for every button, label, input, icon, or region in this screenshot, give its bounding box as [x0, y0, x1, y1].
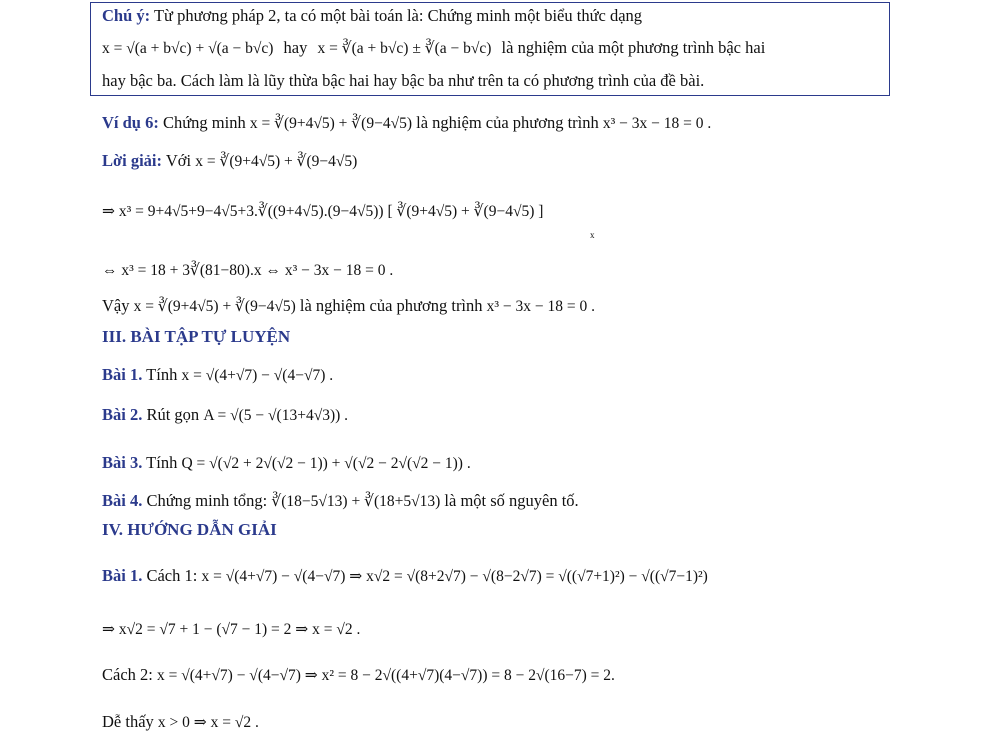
- solution-intro: [102, 150, 357, 173]
- note-text-2: là nghiệm của một phương trình bậc hai: [501, 38, 766, 57]
- solution-1-way-1-text: Cách 1:: [146, 566, 198, 585]
- solution-1-final-text: Dễ thấy: [102, 712, 154, 731]
- solution-step-2: [102, 259, 393, 282]
- solution-1-way-1: [102, 565, 708, 588]
- exercise-3: [102, 452, 471, 475]
- exercise-1: [102, 364, 333, 387]
- exercise-3-label: Bài 3.: [102, 453, 143, 472]
- solution-1-way-2: [102, 664, 615, 687]
- note-formula-sqrt: x = √(a + b√c) + √(a − b√c): [102, 40, 274, 57]
- exercise-4-label: Bài 4.: [102, 491, 143, 510]
- example-6: [102, 112, 711, 135]
- solution-1-final-math: x > 0 ⇒ x = √2 .: [157, 714, 259, 731]
- note-line-3: [102, 70, 704, 92]
- note-label: Chú ý:: [102, 6, 151, 25]
- example-6-math-b: x³ − 3x − 18 = 0 .: [602, 115, 712, 132]
- example-6-text-b: là nghiệm của phương trình: [416, 113, 599, 132]
- exercise-4: [102, 490, 579, 513]
- example-6-text-a: Chứng minh: [162, 113, 246, 132]
- solution-1-final: [102, 711, 259, 734]
- solution-math: x = ∛(9+4√5) + ∛(9−4√5): [195, 153, 358, 170]
- step-2-math: ⇔ x³ = 18 + 3∛(81−80).x ⇔ x³ − 3x − 18 = 0 .: [102, 262, 394, 279]
- exercise-4-text-b: là một số nguyên tố.: [444, 491, 579, 510]
- conclusion-text-b: là nghiệm của phương trình: [299, 296, 483, 315]
- conclusion-text-a: Vậy: [102, 296, 130, 315]
- note-line-1: [102, 5, 642, 27]
- example-6-math-a: x = ∛(9+4√5) + ∛(9−4√5): [249, 115, 412, 132]
- conclusion-math-b: x³ − 3x − 18 = 0 .: [486, 298, 596, 315]
- exercise-1-label: Bài 1.: [102, 365, 143, 384]
- note-text-3: hay bậc ba. Cách làm là lũy thừa bậc hai hay bậc ba như trên ta có phương trình của đề bài.: [102, 71, 705, 90]
- section-4-title: IV. HƯỚNG DẪN GIẢI: [102, 520, 277, 539]
- note-hay: hay: [283, 38, 308, 57]
- solution-1-way-1-cont-math: ⇒ x√2 = √7 + 1 − (√7 − 1) = 2 ⇒ x = √2 .: [102, 621, 361, 638]
- exercise-2-text: Rút gọn: [146, 405, 200, 424]
- solution-1-way-2-math: x = √(4+√7) − √(4−√7) ⇒ x² = 8 − 2√((4+√7)(4−√7)) = 8 − 2√(16−7) = 2.: [157, 667, 615, 684]
- solution-text: Với: [165, 151, 192, 170]
- note-formula-cbrt: x = ∛(a + b√c) ± ∛(a − b√c): [317, 40, 492, 57]
- step-1-math: ⇒ x³ = 9+4√5+9−4√5+3.∛((9+4√5).(9−4√5)) [ ∛(9+4√5) + ∛(9−4√5) ]: [102, 203, 544, 220]
- exercise-3-text: Tính: [146, 453, 178, 472]
- step-1-underbrace-label: x: [590, 230, 595, 240]
- exercise-2-label: Bài 2.: [102, 405, 143, 424]
- exercise-1-math: x = √(4+√7) − √(4−√7) .: [181, 367, 334, 384]
- exercise-1-text: Tính: [146, 365, 178, 384]
- solution-1-way-1-math: x = √(4+√7) − √(4−√7) ⇒ x√2 = √(8+2√7) − √(8−2√7) = √((√7+1)²) − √((√7−1)²): [201, 568, 708, 585]
- exercise-3-math: Q = √(√2 + 2√(√2 − 1)) + √(√2 − 2√(√2 − 1)) .: [181, 455, 471, 472]
- solution-step-1: [102, 200, 595, 240]
- exercise-2-math: A = √(5 − √(13+4√3)) .: [203, 407, 349, 424]
- exercise-4-text-a: Chứng minh tổng:: [146, 491, 268, 510]
- note-text-1: Từ phương pháp 2, ta có một bài toán là: Chứng minh một biểu thức dạng: [153, 6, 643, 25]
- section-3-title: III. BÀI TẬP TỰ LUYỆN: [102, 327, 291, 346]
- solution-1-way-2-text: Cách 2:: [102, 665, 153, 684]
- exercise-4-math: ∛(18−5√13) + ∛(18+5√13): [271, 493, 441, 510]
- solution-label: Lời giải:: [102, 151, 163, 170]
- conclusion-math-a: x = ∛(9+4√5) + ∛(9−4√5): [133, 298, 296, 315]
- exercise-2: [102, 404, 348, 427]
- solution-1-label: Bài 1.: [102, 566, 143, 585]
- solution-1-way-1-cont: [102, 618, 360, 641]
- note-line-2: [102, 37, 765, 60]
- conclusion: [102, 295, 595, 318]
- example-6-label: Ví dụ 6:: [102, 113, 159, 132]
